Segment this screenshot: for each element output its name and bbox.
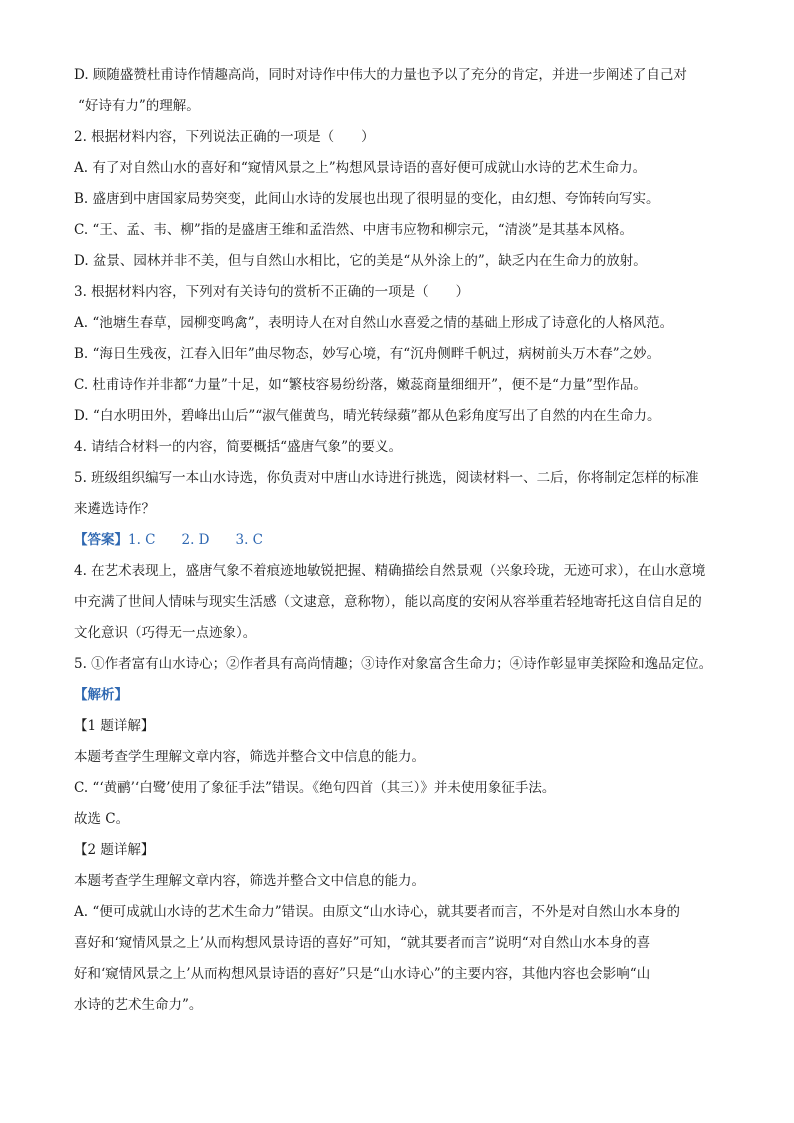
q2-detail-heading: 【2 题详解】 [74,842,155,858]
question-4: 4. 请结合材料一的内容，简要概括“盛唐气象”的要义。 [74,439,402,455]
q2-option-a: A. 有了对自然山水的喜好和“窥情风景之上”构想风景诗语的喜好便可成就山水诗的艺术生命力。 [74,160,647,176]
document-page [74,60,734,1021]
answer-4-line-2: 中充满了世间人情味与现实生活感（文逮意，意称物），能以高度的安闲从容举重若轻地寄托这自信自足的 [74,594,702,610]
answer-line [74,525,734,556]
q2-detail-line-3: 好和‘窥情风景之上’从而构想风景诗语的喜好”只是“山水诗心”的主要内容，其他内容也会影响“山 [74,966,651,982]
q2-detail-line-2: 喜好和‘窥情风景之上’从而构想风景诗语的喜好”可知，“就其要者而言”说明“对自然山水本身的喜 [74,935,651,951]
q3-option-a: A. “池塘生春草，园柳变鸣禽”，表明诗人在对自然山水喜爱之情的基础上形成了诗意化的人格风范。 [74,315,674,331]
question-5-line-1: 5. 班级组织编写一本山水诗选，你负责对中唐山水诗进行挑选，阅读材料一、二后，你将制定怎样的标准 [74,470,699,486]
q2-detail-line-1: A. “便可成就山水诗的艺术生命力”错误。由原文“山水诗心，就其要者而言，不外是对自然山水本身的 [74,904,681,920]
question-2: 2. 根据材料内容，下列说法正确的一项是（ ） [74,129,375,145]
answer-4-line-3: 文化意识（巧得无一点迹象）。 [74,625,257,641]
question-3: 3. 根据材料内容，下列对有关诗句的赏析不正确的一项是（ ） [74,284,470,300]
q2-option-d: D. 盆景、园林并非不美，但与自然山水相比，它的美是“从外涂上的”，缺乏内在生命力的放射。 [74,253,647,269]
answer-2: 2. D [181,532,210,548]
q3-option-d: D. “白水明田外，碧峰出山后”“淑气催黄鸟，晴光转绿蘋”都从色彩角度写出了自然的内在生命力。 [74,408,661,424]
q1-detail-heading: 【1 题详解】 [74,718,155,734]
q1-detail-reason: C. “‘黄鹂’‘白鹭’使用了象征手法”错误。《绝句四首（其三）》并未使用象征手法。 [74,780,556,796]
option-d-line-1: D. 顾随盛赞杜甫诗作情趣高尚，同时对诗作中伟大的力量也予以了充分的肯定，并进一步阐述了自己对 [74,67,687,83]
answer-label: 【答案】 [74,532,128,548]
q3-option-b: B. “海日生残夜，江春入旧年”曲尽物态，妙写心境，有“沉舟侧畔千帆过，病树前头万木春”之妙。 [74,346,661,362]
question-5-line-2: 来遴选诗作？ [74,501,155,517]
answer-1: 1. C [128,532,156,548]
q2-option-b: B. 盛唐到中唐国家局势突变，此间山水诗的发展也出现了很明显的变化，由幻想、夸饰转向写实。 [74,191,660,207]
q2-detail-intro: 本题考查学生理解文章内容，筛选并整合文中信息的能力。 [74,873,425,889]
answer-3: 3. C [235,532,264,548]
option-d-line-2: “好诗有力”的理解。 [78,98,200,114]
analysis-label: 【解析】 [74,687,128,703]
answer-5: 5. ①作者富有山水诗心；②作者具有高尚情趣；③诗作对象富含生命力；④诗作彰显审美探险和逸品定位。 [74,656,713,672]
answer-4-line-1: 4. 在艺术表现上，盛唐气象不着痕迹地敏锐把握、精确描绘自然景观（兴象玲珑，无迹可求），在山水意境 [74,563,706,579]
q1-detail-intro: 本题考查学生理解文章内容，筛选并整合文中信息的能力。 [74,749,425,765]
q3-option-c: C. 杜甫诗作并非都“力量”十足，如“繁枝容易纷纷落，嫩蕊商量细细开”，便不是“力量”型作品。 [74,377,647,393]
q2-detail-line-4: 水诗的艺术生命力”。 [74,997,203,1013]
q2-option-c: C. “王、孟、韦、柳”指的是盛唐王维和孟浩然、中唐韦应物和柳宗元，“清淡”是其基本风格。 [74,222,634,238]
q1-detail-choice: 故选 C。 [74,811,130,827]
